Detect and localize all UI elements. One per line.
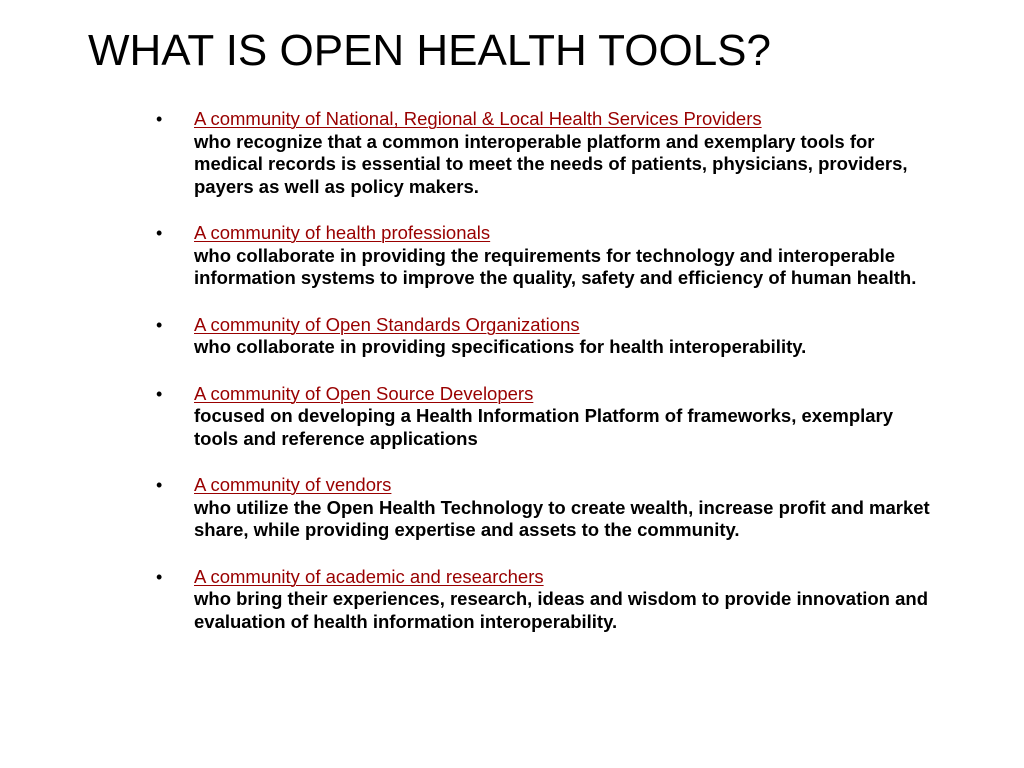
bullet-icon: • (156, 566, 163, 587)
bullet-icon: • (156, 383, 163, 404)
bullet-icon: • (156, 314, 163, 335)
list-item-vendors (156, 474, 956, 542)
item-description: who utilize the Open Health Technology to create wealth, increase profit and market share, while providing expertise and assets to the community. (194, 496, 930, 540)
item-description: who collaborate in providing specifications for health interoperability. (194, 336, 807, 357)
list-item-academic-researchers (156, 566, 956, 634)
item-description: who collaborate in providing the requirements for technology and interoperable information systems to improve the quality, safety and efficiency of human health. (194, 244, 917, 288)
list-item-open-source-developers (156, 383, 956, 451)
item-description: who recognize that a common interoperable platform and exemplary tools for medical records is essential to meet the needs of patients, physicians, providers, payers as well as policy makers. (194, 130, 908, 197)
list-item-open-standards-organizations (156, 314, 956, 359)
link-academic-researchers[interactable]: A community of academic and researchers (194, 565, 544, 587)
bullet-icon: • (156, 223, 163, 243)
link-health-services-providers[interactable]: A community of National, Regional & Local Health Services Providers (194, 108, 762, 129)
community-bullet-list (156, 108, 956, 633)
bullet-icon: • (156, 475, 163, 495)
bullet-icon: • (156, 109, 163, 129)
link-vendors[interactable]: A community of vendors (194, 474, 392, 495)
item-description: who bring their experiences, research, ideas and wisdom to provide innovation and evaluation of health information interoperability. (194, 588, 929, 632)
slide-title: WHAT IS OPEN HEALTH TOOLS? (88, 26, 771, 75)
link-health-professionals[interactable]: A community of health professionals (194, 222, 491, 243)
link-open-source-developers[interactable]: A community of Open Source Developers (194, 382, 534, 404)
link-open-standards-organizations[interactable]: A community of Open Standards Organizations (194, 313, 580, 335)
item-description: focused on developing a Health Information Platform of frameworks, exemplary tools and reference applications (194, 405, 894, 449)
list-item-health-services-providers (156, 108, 956, 198)
list-item-health-professionals (156, 222, 956, 290)
